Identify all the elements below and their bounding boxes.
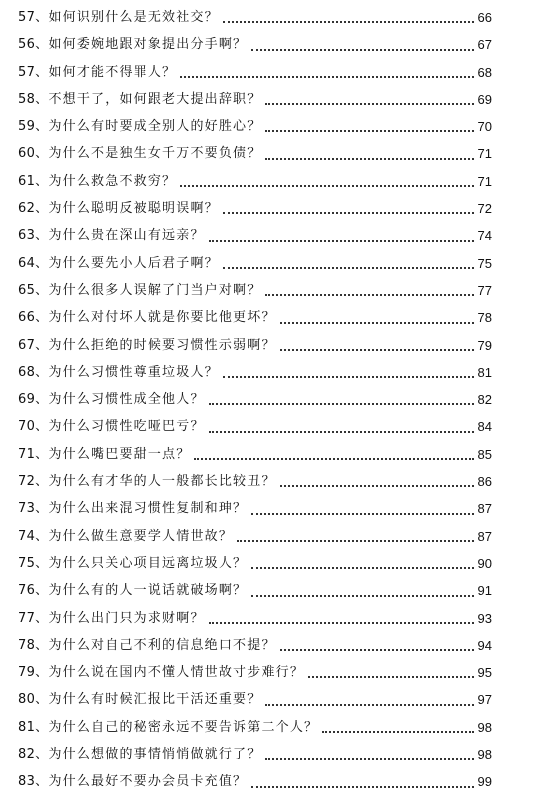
toc-entry-number: 77、 xyxy=(18,610,49,626)
toc-entry-number: 83、 xyxy=(18,774,49,790)
toc-entry[interactable] xyxy=(0,332,540,359)
toc-dot-leader xyxy=(265,704,473,706)
toc-entry-page-number: 84 xyxy=(477,419,492,435)
toc-entry-number: 75、 xyxy=(18,555,49,571)
toc-entry[interactable] xyxy=(0,632,540,659)
toc-entry-number: 71、 xyxy=(18,446,49,462)
toc-entry-number: 80、 xyxy=(18,692,49,708)
toc-dot-leader xyxy=(209,431,474,433)
toc-entry-page-number: 85 xyxy=(477,446,492,462)
toc-entry-page-number: 69 xyxy=(477,91,492,107)
toc-entry-title: 为什么有时候汇报比干活还重要？ xyxy=(48,692,262,708)
toc-dot-leader xyxy=(251,49,473,51)
toc-entry-number: 74、 xyxy=(18,528,49,544)
toc-entry-number: 58、 xyxy=(18,91,49,107)
toc-entry-number: 67、 xyxy=(18,337,49,353)
toc-entry-page-number: 82 xyxy=(477,392,492,408)
toc-entry-page-number: 93 xyxy=(477,610,492,626)
toc-entry-number: 69、 xyxy=(18,392,49,408)
toc-entry-page-number: 74 xyxy=(477,228,492,244)
toc-entry-number: 79、 xyxy=(18,665,49,681)
toc-entry-page-number: 86 xyxy=(477,474,492,490)
toc-dot-leader xyxy=(280,485,474,487)
toc-dot-leader xyxy=(223,267,474,269)
toc-entry-title: 为什么贵在深山有远亲？ xyxy=(48,228,205,244)
toc-dot-leader xyxy=(209,622,474,624)
toc-dot-leader xyxy=(322,731,473,733)
toc-entry-title: 为什么说在国内不懂人情世故寸步难行？ xyxy=(48,665,305,681)
toc-entry[interactable] xyxy=(0,140,540,167)
toc-entry-title: 为什么要先小人后君子啊？ xyxy=(48,255,219,271)
toc-entry[interactable] xyxy=(0,4,540,31)
toc-entry-number: 81、 xyxy=(18,719,49,735)
toc-entry-page-number: 78 xyxy=(477,310,492,326)
toc-entry-page-number: 68 xyxy=(477,64,492,80)
toc-dot-leader xyxy=(223,212,474,214)
toc-entry-number: 66、 xyxy=(18,310,49,326)
toc-dot-leader xyxy=(308,676,473,678)
toc-dot-leader xyxy=(265,130,473,132)
toc-entry[interactable] xyxy=(0,468,540,495)
toc-entry-page-number: 77 xyxy=(477,282,492,298)
toc-entry[interactable] xyxy=(0,550,540,577)
toc-entry[interactable] xyxy=(0,250,540,277)
toc-entry-title: 为什么出门只为求财啊？ xyxy=(48,610,205,626)
toc-dot-leader xyxy=(280,349,474,351)
toc-entry-title: 为什么想做的事情悄悄做就行了？ xyxy=(48,747,262,763)
toc-entry-title: 为什么出来混习惯性复制和珅？ xyxy=(48,501,248,517)
toc-dot-leader xyxy=(265,294,473,296)
toc-entry-page-number: 98 xyxy=(477,747,492,763)
toc-entry[interactable] xyxy=(0,277,540,304)
toc-entry[interactable] xyxy=(0,605,540,632)
toc-entry[interactable] xyxy=(0,659,540,686)
toc-entry-page-number: 97 xyxy=(477,692,492,708)
toc-dot-leader xyxy=(265,758,473,760)
toc-entry-page-number: 87 xyxy=(477,501,492,517)
toc-dot-leader xyxy=(280,322,474,324)
toc-entry-title: 为什么只关心项目远离垃圾人？ xyxy=(48,555,248,571)
toc-entry-number: 65、 xyxy=(18,282,49,298)
toc-entry-title: 为什么有才华的人一般都长比较丑？ xyxy=(48,474,276,490)
toc-entry[interactable] xyxy=(0,222,540,249)
toc-entry-number: 73、 xyxy=(18,501,49,517)
toc-entry-title: 为什么有时要成全别人的好胜心？ xyxy=(48,119,262,135)
toc-entry[interactable] xyxy=(0,386,540,413)
toc-entry[interactable] xyxy=(0,59,540,86)
toc-dot-leader xyxy=(251,513,473,515)
toc-dot-leader xyxy=(209,240,474,242)
toc-entry[interactable] xyxy=(0,714,540,741)
toc-entry-number: 70、 xyxy=(18,419,49,435)
toc-entry-number: 62、 xyxy=(18,201,49,217)
toc-entry-title: 如何委婉地跟对象提出分手啊？ xyxy=(48,37,248,53)
toc-dot-leader xyxy=(251,567,473,569)
toc-entry-title: 为什么自己的秘密永远不要告诉第二个人？ xyxy=(48,719,319,735)
toc-dot-leader xyxy=(280,649,474,651)
toc-entry-title: 为什么对自己不利的信息绝口不提？ xyxy=(48,637,276,653)
toc-entry-title: 为什么最好不要办会员卡充值？ xyxy=(48,774,248,790)
toc-entry[interactable] xyxy=(0,359,540,386)
toc-entry-number: 57、 xyxy=(18,10,49,25)
toc-dot-leader xyxy=(209,403,474,405)
toc-dot-leader xyxy=(180,185,473,187)
toc-dot-leader xyxy=(251,786,473,788)
toc-entry-page-number: 67 xyxy=(477,37,492,53)
toc-entry-title: 为什么拒绝的时候要习惯性示弱啊？ xyxy=(48,337,276,353)
toc-entry-title: 为什么有的人一说话就破场啊？ xyxy=(48,583,248,599)
toc-entry-number: 57、 xyxy=(18,64,49,80)
toc-entry-page-number: 87 xyxy=(477,528,492,544)
toc-entry[interactable] xyxy=(0,168,540,195)
toc-entry[interactable] xyxy=(0,523,540,550)
toc-entry-title: 为什么对付坏人就是你要比他更坏？ xyxy=(48,310,276,326)
toc-dot-leader xyxy=(251,595,473,597)
toc-entry[interactable] xyxy=(0,413,540,440)
toc-entry-page-number: 95 xyxy=(477,665,492,681)
toc-entry-title: 如何才能不得罪人？ xyxy=(48,64,177,80)
toc-entry[interactable] xyxy=(0,495,540,522)
toc-entry-page-number: 66 xyxy=(477,10,492,25)
toc-entry[interactable] xyxy=(0,113,540,140)
toc-entry-number: 59、 xyxy=(18,119,49,135)
toc-entry-title: 为什么救急不救穷？ xyxy=(48,173,177,189)
toc-entry-page-number: 70 xyxy=(477,119,492,135)
toc-entry[interactable] xyxy=(0,86,540,113)
toc-entry-page-number: 98 xyxy=(477,719,492,735)
toc-entry-title: 如何识别什么是无效社交？ xyxy=(48,10,219,25)
toc-entry-number: 82、 xyxy=(18,747,49,763)
toc-entry-number: 76、 xyxy=(18,583,49,599)
toc-entry-number: 56、 xyxy=(18,37,49,53)
toc-entry[interactable] xyxy=(0,741,540,768)
toc-dot-leader xyxy=(223,21,474,23)
toc-entry[interactable] xyxy=(0,441,540,468)
toc-entry-page-number: 94 xyxy=(477,637,492,653)
toc-dot-leader xyxy=(194,458,473,460)
toc-entry-page-number: 79 xyxy=(477,337,492,353)
toc-entry-title: 为什么聪明反被聪明误啊？ xyxy=(48,201,219,217)
toc-dot-leader xyxy=(237,540,473,542)
toc-entry-number: 64、 xyxy=(18,255,49,271)
toc-dot-leader xyxy=(223,376,474,378)
toc-entry-title: 为什么嘴巴要甜一点？ xyxy=(48,446,191,462)
toc-entry[interactable] xyxy=(0,768,540,795)
toc-entry-number: 68、 xyxy=(18,364,49,380)
toc-entry-page-number: 99 xyxy=(477,774,492,790)
toc-entry-title: 为什么习惯性尊重垃圾人？ xyxy=(48,364,219,380)
toc-dot-leader xyxy=(265,158,473,160)
toc-entry[interactable] xyxy=(0,686,540,713)
toc-entry[interactable] xyxy=(0,195,540,222)
toc-entry-number: 60、 xyxy=(18,146,49,162)
toc-entry-page-number: 72 xyxy=(477,201,492,217)
toc-entry-title: 不想干了，如何跟老大提出辞职？ xyxy=(48,91,262,107)
toc-entry-title: 为什么做生意要学人情世故？ xyxy=(48,528,234,544)
toc-entry-number: 78、 xyxy=(18,637,49,653)
toc-entry-page-number: 90 xyxy=(477,555,492,571)
toc-entry-page-number: 75 xyxy=(477,255,492,271)
toc-dot-leader xyxy=(265,103,473,105)
toc-entry-title: 为什么很多人误解了门当户对啊？ xyxy=(48,282,262,298)
toc-entry-number: 61、 xyxy=(18,173,49,189)
toc-entry[interactable] xyxy=(0,577,540,604)
toc-entry-page-number: 81 xyxy=(477,364,492,380)
toc-entry-page-number: 71 xyxy=(477,146,492,162)
toc-entry-number: 63、 xyxy=(18,228,49,244)
toc-dot-leader xyxy=(180,76,473,78)
toc-entry-title: 为什么习惯性成全他人？ xyxy=(48,392,205,408)
toc-entry-title: 为什么不是独生女千万不要负债？ xyxy=(48,146,262,162)
toc-entry[interactable] xyxy=(0,31,540,58)
toc-entry-page-number: 91 xyxy=(477,583,492,599)
toc-entry-title: 为什么习惯性吃哑巴亏？ xyxy=(48,419,205,435)
toc-entry-number: 72、 xyxy=(18,474,49,490)
toc-entry[interactable] xyxy=(0,304,540,331)
toc-entry-page-number: 71 xyxy=(477,173,492,189)
